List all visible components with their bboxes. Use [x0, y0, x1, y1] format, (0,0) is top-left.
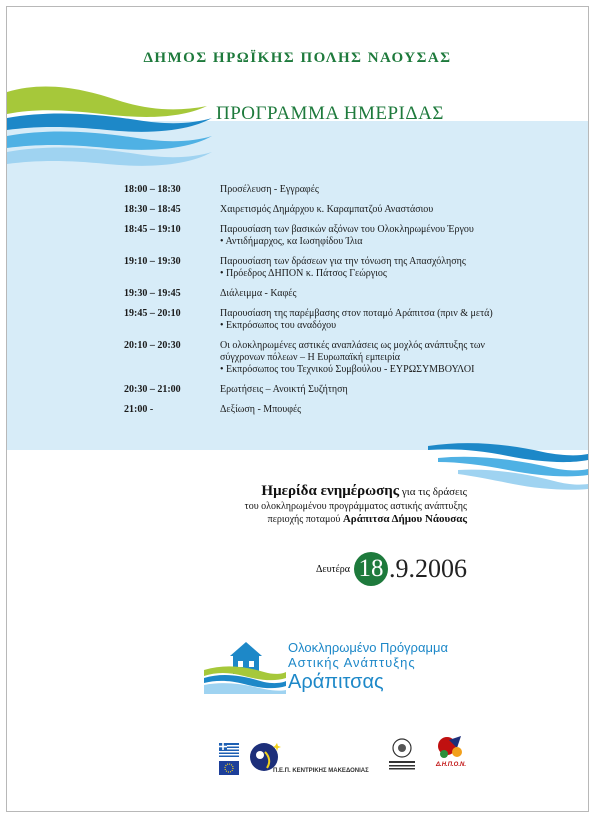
schedule-row — [124, 256, 564, 280]
schedule-row — [124, 384, 564, 396]
date-day-name: Δευτέρα — [315, 563, 350, 575]
schedule-description — [220, 184, 564, 196]
schedule-list — [124, 184, 564, 424]
schedule-description — [220, 256, 564, 280]
schedule-description — [220, 204, 564, 216]
schedule-row — [124, 308, 564, 332]
municipal-seal-icon — [387, 737, 417, 771]
event-info — [245, 483, 467, 526]
schedule-time: 19:10 – 19:30 — [124, 256, 181, 267]
schedule-time: 19:45 – 20:10 — [124, 308, 181, 319]
pep-label: Π.Ε.Π. ΚΕΝΤΡΙΚΗΣ ΜΑΚΕΔΟΝΙΑΣ — [273, 768, 369, 774]
municipality-title: ΔΗΜΟΣ ΗΡΩΪΚΗΣ ΠΟΛΗΣ ΝΑΟΥΣΑΣ — [143, 50, 452, 66]
schedule-time: 21:00 - — [124, 404, 154, 415]
program-logo-text — [288, 640, 448, 694]
schedule-description-line: Χαιρετισμός Δημάρχου κ. Καραμπατζού Αναστάσιου — [220, 204, 434, 215]
schedule-description — [220, 224, 564, 248]
schedule-description-line: • Πρόεδρος ΔΗΠΟΝ κ. Πάτσος Γεώργιος — [220, 268, 387, 279]
schedule-description — [220, 404, 564, 416]
schedule-row — [124, 204, 564, 216]
schedule-description-line: Οι ολοκληρωμένες αστικές αναπλάσεις ως μοχλός ανάπτυξης των — [220, 340, 485, 351]
wave-decoration-top — [7, 84, 217, 174]
schedule-row — [124, 404, 564, 416]
schedule-time: 18:00 – 18:30 — [124, 184, 181, 195]
schedule-description-line: Δεξίωση - Μπουφές — [220, 404, 302, 415]
schedule-description — [220, 288, 564, 300]
schedule-row — [124, 340, 564, 376]
schedule-time: 18:45 – 19:10 — [124, 224, 181, 235]
schedule-description-line: Παρουσίαση των δράσεων για την τόνωση της Απασχόλησης — [220, 256, 466, 267]
house-waves-logo — [204, 636, 286, 694]
schedule-description — [220, 384, 564, 396]
schedule-description-line: • Εκπρόσωπος του Τεχνικού Συμβούλου - ΕΥΡΩΣΥΜΒΟΥΛΟΙ — [220, 364, 475, 375]
event-description-line3: περιοχής ποταμού — [267, 514, 343, 525]
schedule-time: 18:30 – 18:45 — [124, 204, 181, 215]
logo-line3: Αράπιτσας — [288, 671, 384, 693]
event-location: Αράπιτσα Δήμου Νάουσας — [342, 513, 467, 525]
schedule-row — [124, 184, 564, 196]
eu-flag-icon — [219, 761, 239, 775]
schedule-description-line: • Αντιδήμαρχος, κα Ιωσηφίδου Ίλια — [220, 236, 363, 247]
event-title-suffix: για τις δράσεις — [399, 486, 467, 498]
schedule-row — [124, 288, 564, 300]
program-title: ΠΡΟΓΡΑΜΜΑ ΗΜΕΡΙΔΑΣ — [216, 103, 444, 124]
schedule-description-line: σύγχρονων πόλεων – Η Ευρωπαϊκή εμπειρία — [220, 352, 401, 363]
logo-line1: Ολοκληρωμένο Πρόγραμμα — [288, 640, 448, 655]
schedule-description-line: Διάλειμμα - Καφές — [220, 288, 297, 299]
event-date — [316, 552, 467, 586]
logo-line2: Αστικής Ανάπτυξης — [288, 655, 416, 670]
schedule-description-line: Ερωτήσεις – Ανοικτή Συζήτηση — [220, 384, 348, 395]
event-title: Ημερίδα ενημέρωσης — [261, 483, 400, 499]
dipon-label: Δ.Η.Π.Ο.Ν. — [436, 762, 467, 768]
schedule-description — [220, 340, 564, 376]
greek-flag-icon — [219, 743, 239, 757]
schedule-time: 20:30 – 21:00 — [124, 384, 181, 395]
schedule-description-line: • Εκπρόσωπος του αναδόχου — [220, 320, 337, 331]
date-day-number: 18 — [354, 552, 388, 586]
schedule-description-line: Παρουσίαση της παρέμβασης στον ποταμό Αράπιτσα (πριν & μετά) — [220, 308, 493, 319]
date-month-year: .9.2006 — [389, 554, 467, 583]
schedule-time: 19:30 – 19:45 — [124, 288, 181, 299]
schedule-description — [220, 308, 564, 332]
dipon-logo-icon — [435, 734, 467, 762]
event-description-line2: του ολοκληρωμένου προγράμματος αστικής ανάπτυξης — [244, 501, 467, 512]
schedule-description-line: Προσέλευση - Εγγραφές — [220, 184, 319, 195]
schedule-row — [124, 224, 564, 248]
schedule-time: 20:10 – 20:30 — [124, 340, 181, 351]
schedule-description-line: Παρουσίαση των βασικών αξόνων του Ολοκληρωμένου Έργου — [220, 224, 474, 235]
